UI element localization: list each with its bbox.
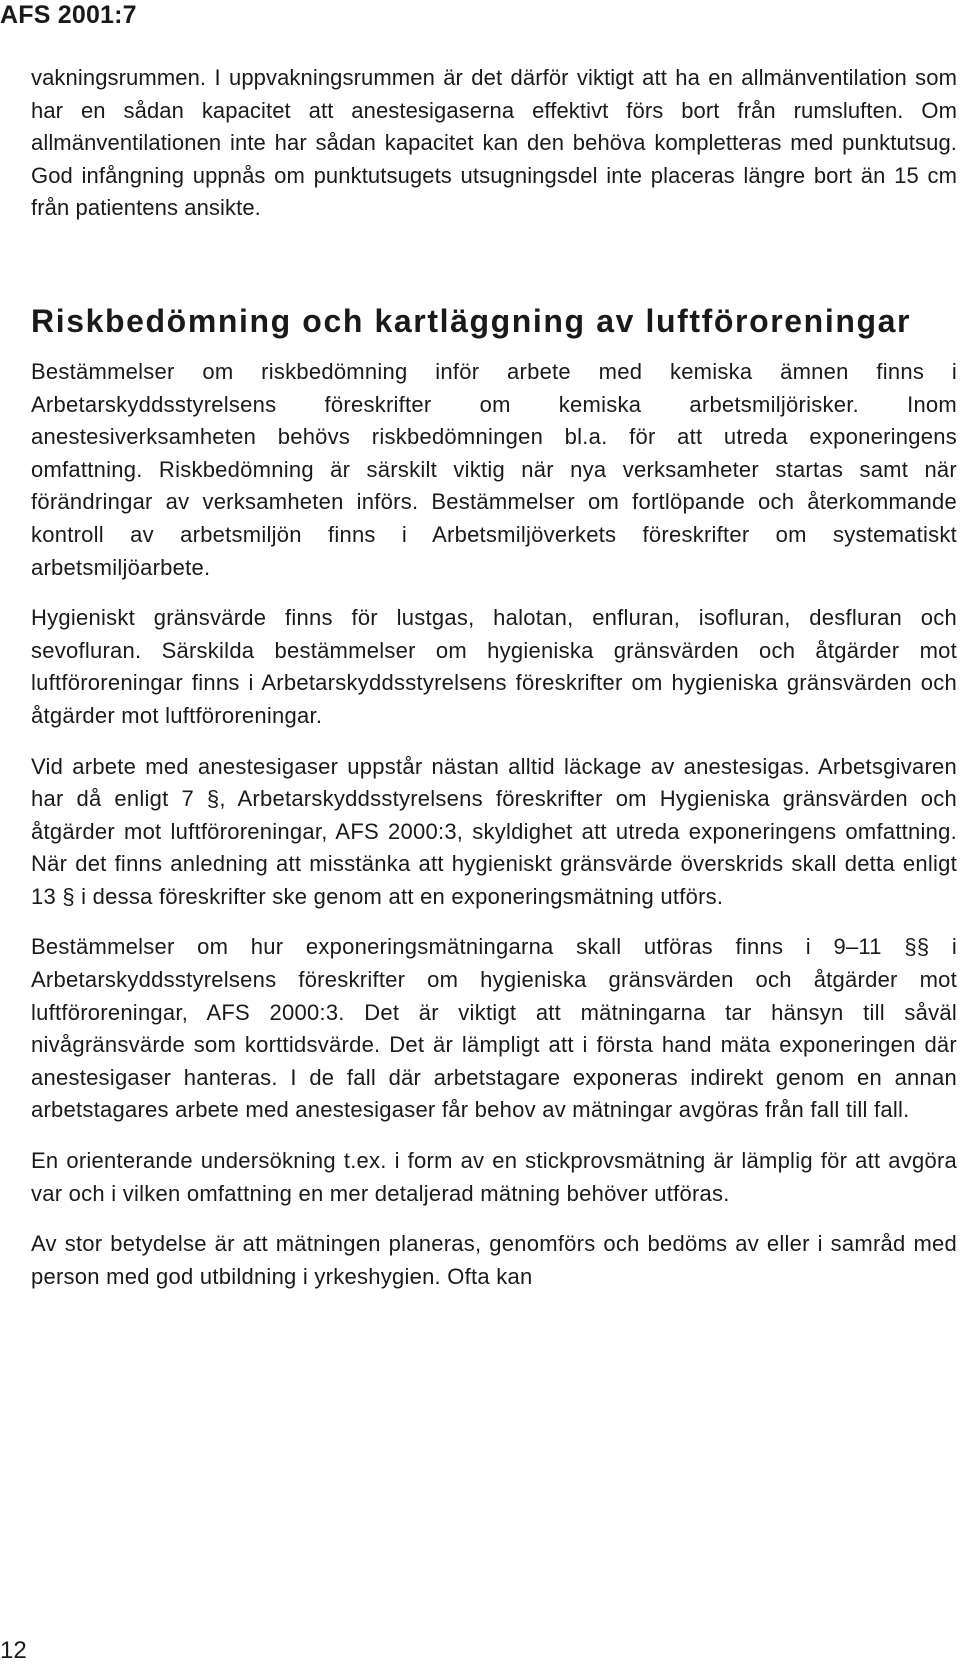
- paragraph-measurement-rules: Bestämmelser om hur exponeringsmätningarna skall utföras finns i 9–11 §§ i Arbetarskyddsstyrelsens föreskrifter om hygieniska gränsvärden och åtgärder mot luftföroreningar, AFS 2000:3. Det är viktigt att mätningarna tar hänsyn till såväl nivågränsvärde som korttidsvärde. Det är lämpligt att i första hand mäta exponeringen där anestesigaser hanteras. I de fall där arbetstagare exponeras indirekt genom en annan arbetstagares arbete med anestesigaser får behov av mätningar avgöras från fall till fall.: [31, 934, 957, 1123]
- document-id-header: AFS 2001:7: [0, 1, 137, 29]
- page-number: 12: [0, 1637, 27, 1664]
- section-heading: Riskbedömning och kartläggning av luftföroreningar: [31, 302, 912, 339]
- page-body: [31, 62, 957, 1311]
- paragraph-planning: Av stor betydelse är att mätningen planeras, genomförs och bedöms av eller i samråd med person med god utbildning i yrkeshygien. Ofta kan: [31, 1231, 957, 1289]
- paragraph-leakage: Vid arbete med anestesigaser uppstår nästan alltid läckage av anestesigas. Arbetsgivaren har då enligt 7 §, Arbetarskyddsstyrelsens föreskrifter om Hygieniska gränsvärden och åtgärder mot luftföroreningar, AFS 2000:3, skyldighet att utreda exponeringens omfattning. När det finns anledning att misstänka att hygieniskt gränsvärde överskrids skall detta enligt 13 § i dessa föreskrifter ske genom att en exponeringsmätning utförs.: [31, 753, 957, 909]
- paragraph-risk-assessment: Bestämmelser om riskbedömning inför arbete med kemiska ämnen finns i Arbetarskyddsstyrelsens föreskrifter om kemiska arbetsmiljörisker. Inom anestesiverksamheten behövs riskbedömningen bl.a. för att utreda exponeringens omfattning. Riskbedömning är särskilt viktig när nya verksamheter startas samt när förändringar av verksamheten införs. Bestämmelser om fortlöpande och återkommande kontroll av arbetsmiljön finns i Arbetsmiljöverkets föreskrifter om systematiskt arbetsmiljöarbete.: [31, 358, 957, 580]
- paragraph-hygienic-limits: Hygieniskt gränsvärde finns för lustgas, halotan, enfluran, isofluran, desfluran och sevofluran. Särskilda bestämmelser om hygieniska gränsvärden och åtgärder mot luftföroreningar finns i Arbetarskyddsstyrelsens föreskrifter om hygieniska gränsvärden och åtgärder mot luftföroreningar.: [31, 605, 957, 728]
- intro-paragraph: vakningsrummen. I uppvakningsrummen är det därför viktigt att ha en allmänventilation som har en sådan kapacitet att anestesigaserna effektivt förs bort från rumsluften. Om allmänventilationen inte har sådan kapacitet kan den behöva kompletteras med punktutsug. God infångning uppnås om punktutsugets utsugningsdel inte placeras längre bort än 15 cm från patientens ansikte.: [31, 65, 957, 221]
- paragraph-orienting-survey: En orienterande undersökning t.ex. i form av en stickprovsmätning är lämplig för att avgöra var och i vilken omfattning en mer detaljerad mätning behöver utföras.: [31, 1148, 957, 1206]
